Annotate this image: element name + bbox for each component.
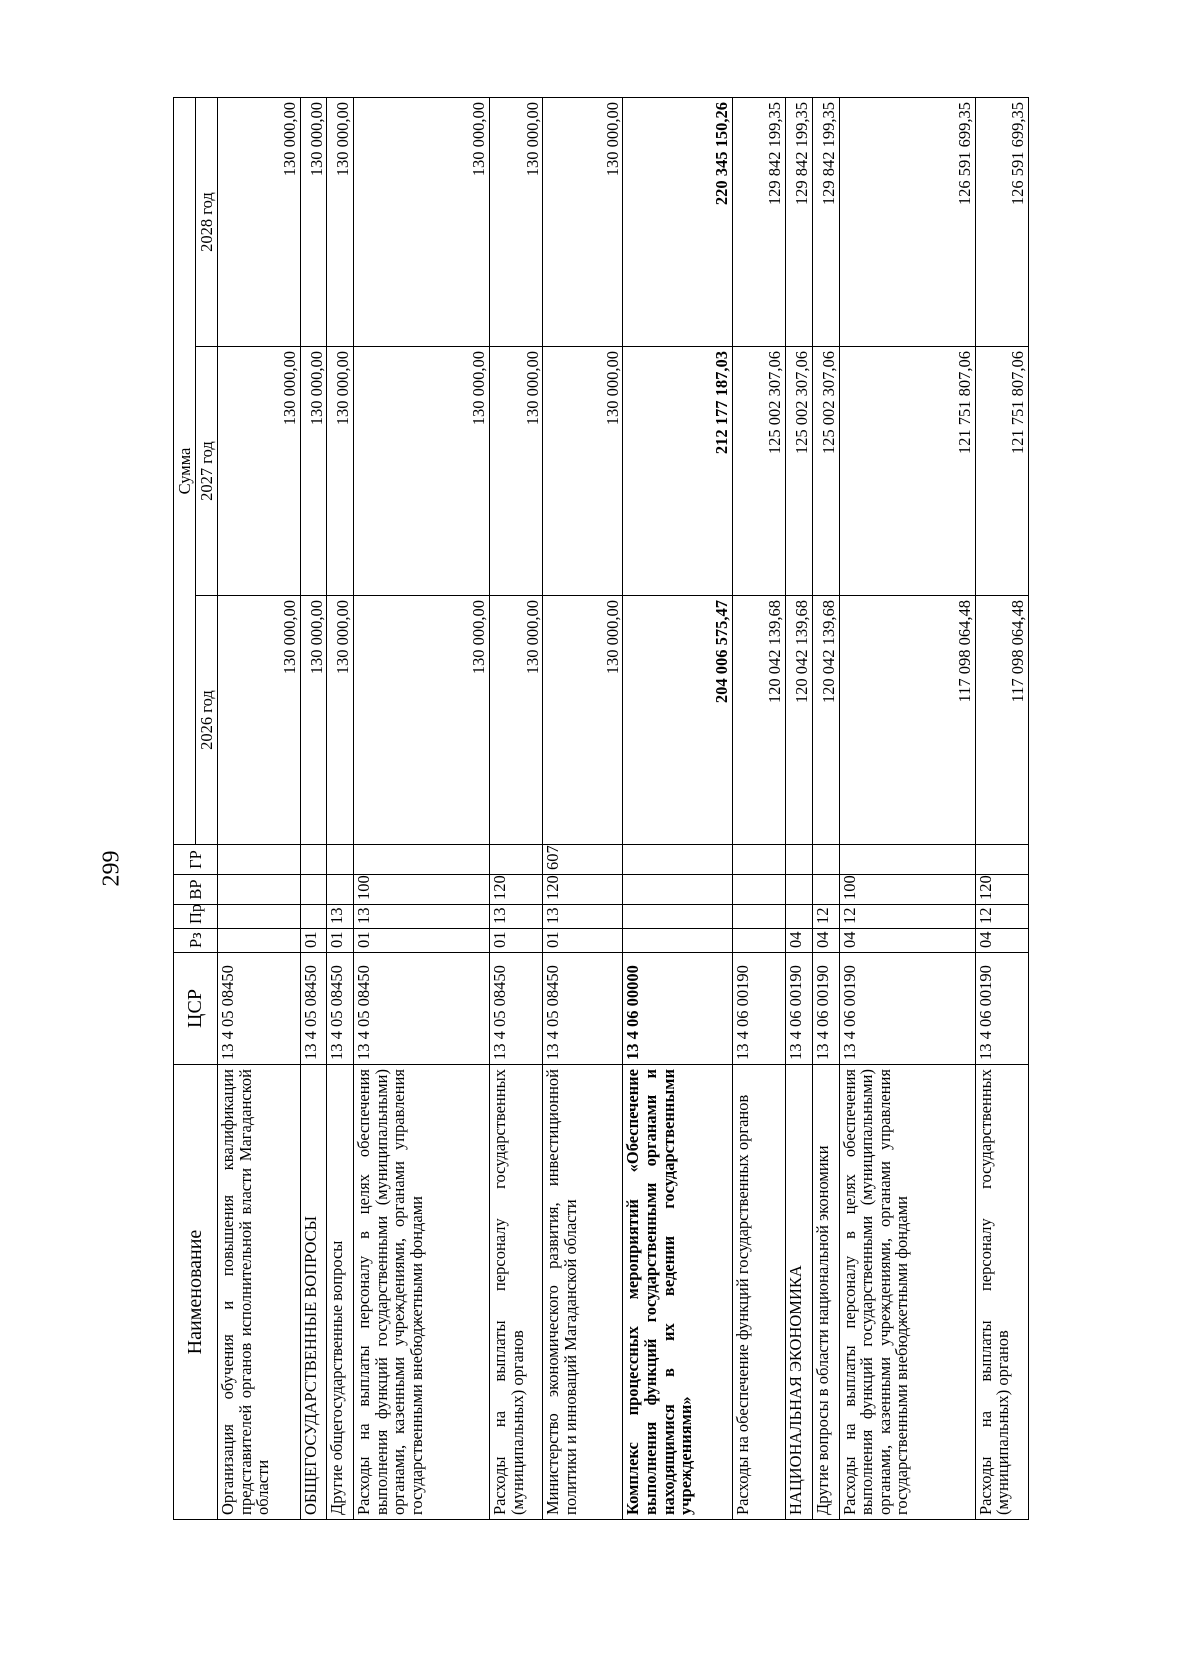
cell-pr: 13 — [543, 905, 623, 929]
page-number: 299 — [98, 850, 125, 887]
cell-name: Другие общегосударственные вопросы — [327, 1065, 354, 1520]
cell-name: Расходы на выплаты персоналу государственных (муниципальных) органов — [489, 1065, 542, 1520]
cell-csr: 13 4 06 00190 — [975, 953, 1029, 1065]
cell-y2028: 130 000,00 — [300, 98, 327, 347]
cell-y2028: 130 000,00 — [327, 98, 354, 347]
cell-y2026: 130 000,00 — [327, 596, 354, 845]
cell-y2027: 121 751 807,06 — [975, 347, 1029, 596]
cell-rz — [218, 929, 301, 953]
cell-csr: 13 4 06 00000 — [623, 953, 732, 1065]
cell-gr — [839, 845, 975, 875]
table-row — [543, 98, 623, 1520]
header-name: Наименование — [174, 1065, 218, 1520]
header-csr: ЦСР — [174, 953, 218, 1065]
cell-y2027: 130 000,00 — [489, 347, 542, 596]
cell-name: Расходы на выплаты персоналу в целях обеспечения выполнения функций государственными (муниципальными) органами, казенными учреждениями, органами управления государственными внебюджетными фондами — [353, 1065, 489, 1520]
cell-y2026: 130 000,00 — [543, 596, 623, 845]
cell-csr: 13 4 05 08450 — [489, 953, 542, 1065]
cell-csr: 13 4 06 00190 — [732, 953, 785, 1065]
cell-y2028: 130 000,00 — [489, 98, 542, 347]
cell-rz: 04 — [786, 929, 813, 953]
cell-vr — [623, 875, 732, 905]
cell-pr: 12 — [839, 905, 975, 929]
cell-gr — [623, 845, 732, 875]
table-row — [839, 98, 975, 1520]
cell-name: Комплекс процессных мероприятий «Обеспечение выполнения функций государственными органами и находящимися в их ведении государственными учреждениями» — [623, 1065, 732, 1520]
cell-y2026: 130 000,00 — [489, 596, 542, 845]
cell-csr: 13 4 06 00190 — [812, 953, 839, 1065]
cell-y2027: 125 002 307,06 — [786, 347, 813, 596]
cell-y2028: 129 842 199,35 — [732, 98, 785, 347]
budget-table — [173, 97, 1029, 1520]
cell-name: Расходы на выплаты персоналу в целях обеспечения выполнения функций государственными (муниципальными) органами, казенными учреждениями, органами управления государственными внебюджетными фондами — [839, 1065, 975, 1520]
cell-gr — [327, 845, 354, 875]
cell-gr — [732, 845, 785, 875]
cell-name: Министерство экономического развития, инвестиционной политики и инноваций Магаданской области — [543, 1065, 623, 1520]
cell-y2027: 130 000,00 — [543, 347, 623, 596]
cell-name: Расходы на обеспечение функций государственных органов — [732, 1065, 785, 1520]
cell-y2026: 117 098 064,48 — [975, 596, 1029, 845]
cell-csr: 13 4 06 00190 — [786, 953, 813, 1065]
cell-y2028: 130 000,00 — [353, 98, 489, 347]
cell-rz: 01 — [327, 929, 354, 953]
cell-name: НАЦИОНАЛЬНАЯ ЭКОНОМИКА — [786, 1065, 813, 1520]
header-rz: Рз — [174, 929, 218, 953]
cell-pr: 12 — [975, 905, 1029, 929]
table-row — [489, 98, 542, 1520]
cell-rz: 04 — [812, 929, 839, 953]
cell-vr: 120 — [489, 875, 542, 905]
table-row — [975, 98, 1029, 1520]
cell-pr — [732, 905, 785, 929]
cell-rz: 04 — [839, 929, 975, 953]
cell-csr: 13 4 06 00190 — [839, 953, 975, 1065]
cell-pr — [786, 905, 813, 929]
cell-gr — [975, 845, 1029, 875]
cell-name: Расходы на выплаты персоналу государственных (муниципальных) органов — [975, 1065, 1029, 1520]
cell-vr: 100 — [839, 875, 975, 905]
cell-y2028: 129 842 199,35 — [812, 98, 839, 347]
cell-name: Организация обучения и повышения квалификации представителей органов исполнительной власти Магаданской области — [218, 1065, 301, 1520]
cell-pr — [623, 905, 732, 929]
cell-name: Другие вопросы в области национальной экономики — [812, 1065, 839, 1520]
header-2026: 2026 год — [196, 596, 218, 845]
table-row — [812, 98, 839, 1520]
cell-vr — [218, 875, 301, 905]
header-vr: ВР — [174, 875, 218, 905]
cell-y2026: 120 042 139,68 — [812, 596, 839, 845]
cell-vr: 120 — [543, 875, 623, 905]
rotated-table-container — [173, 98, 1029, 1520]
table-body — [218, 98, 1029, 1520]
cell-csr: 13 4 05 08450 — [353, 953, 489, 1065]
cell-gr — [786, 845, 813, 875]
table-row — [300, 98, 327, 1520]
cell-y2027: 125 002 307,06 — [812, 347, 839, 596]
table-row — [732, 98, 785, 1520]
cell-csr: 13 4 05 08450 — [218, 953, 301, 1065]
cell-vr — [300, 875, 327, 905]
table-row — [327, 98, 354, 1520]
cell-vr — [786, 875, 813, 905]
cell-y2026: 204 006 575,47 — [623, 596, 732, 845]
cell-rz — [623, 929, 732, 953]
cell-y2028: 126 591 699,35 — [839, 98, 975, 347]
cell-y2028: 129 842 199,35 — [786, 98, 813, 347]
header-2028: 2028 год — [196, 98, 218, 347]
cell-gr — [218, 845, 301, 875]
cell-gr — [353, 845, 489, 875]
cell-vr: 120 — [975, 875, 1029, 905]
header-sum: Сумма — [174, 98, 196, 845]
cell-pr: 13 — [489, 905, 542, 929]
cell-y2027: 125 002 307,06 — [732, 347, 785, 596]
cell-csr: 13 4 05 08450 — [543, 953, 623, 1065]
cell-gr: 607 — [543, 845, 623, 875]
cell-y2027: 212 177 187,03 — [623, 347, 732, 596]
cell-y2027: 121 751 807,06 — [839, 347, 975, 596]
cell-rz: 04 — [975, 929, 1029, 953]
cell-y2028: 130 000,00 — [218, 98, 301, 347]
cell-y2026: 117 098 064,48 — [839, 596, 975, 845]
header-gr: ГР — [174, 845, 218, 875]
cell-y2026: 130 000,00 — [300, 596, 327, 845]
cell-rz: 01 — [543, 929, 623, 953]
header-pr: Пр — [174, 905, 218, 929]
cell-y2028: 130 000,00 — [543, 98, 623, 347]
cell-pr: 13 — [327, 905, 354, 929]
table-row — [353, 98, 489, 1520]
cell-vr: 100 — [353, 875, 489, 905]
cell-gr — [812, 845, 839, 875]
cell-gr — [300, 845, 327, 875]
cell-y2026: 120 042 139,68 — [732, 596, 785, 845]
cell-y2027: 130 000,00 — [353, 347, 489, 596]
cell-y2026: 130 000,00 — [218, 596, 301, 845]
table-row — [786, 98, 813, 1520]
cell-y2028: 220 345 150,26 — [623, 98, 732, 347]
cell-rz: 01 — [300, 929, 327, 953]
cell-pr — [218, 905, 301, 929]
table-row — [218, 98, 301, 1520]
cell-rz — [732, 929, 785, 953]
cell-pr: 12 — [812, 905, 839, 929]
cell-name: ОБЩЕГОСУДАРСТВЕННЫЕ ВОПРОСЫ — [300, 1065, 327, 1520]
header-2027: 2027 год — [196, 347, 218, 596]
cell-y2028: 126 591 699,35 — [975, 98, 1029, 347]
cell-y2026: 130 000,00 — [353, 596, 489, 845]
table-row — [623, 98, 732, 1520]
cell-y2027: 130 000,00 — [300, 347, 327, 596]
cell-y2026: 120 042 139,68 — [786, 596, 813, 845]
cell-rz: 01 — [353, 929, 489, 953]
cell-vr — [732, 875, 785, 905]
cell-csr: 13 4 05 08450 — [327, 953, 354, 1065]
cell-vr — [812, 875, 839, 905]
cell-y2027: 130 000,00 — [327, 347, 354, 596]
cell-rz: 01 — [489, 929, 542, 953]
cell-pr: 13 — [353, 905, 489, 929]
cell-csr: 13 4 05 08450 — [300, 953, 327, 1065]
cell-y2027: 130 000,00 — [218, 347, 301, 596]
cell-vr — [327, 875, 354, 905]
cell-pr — [300, 905, 327, 929]
cell-gr — [489, 845, 542, 875]
